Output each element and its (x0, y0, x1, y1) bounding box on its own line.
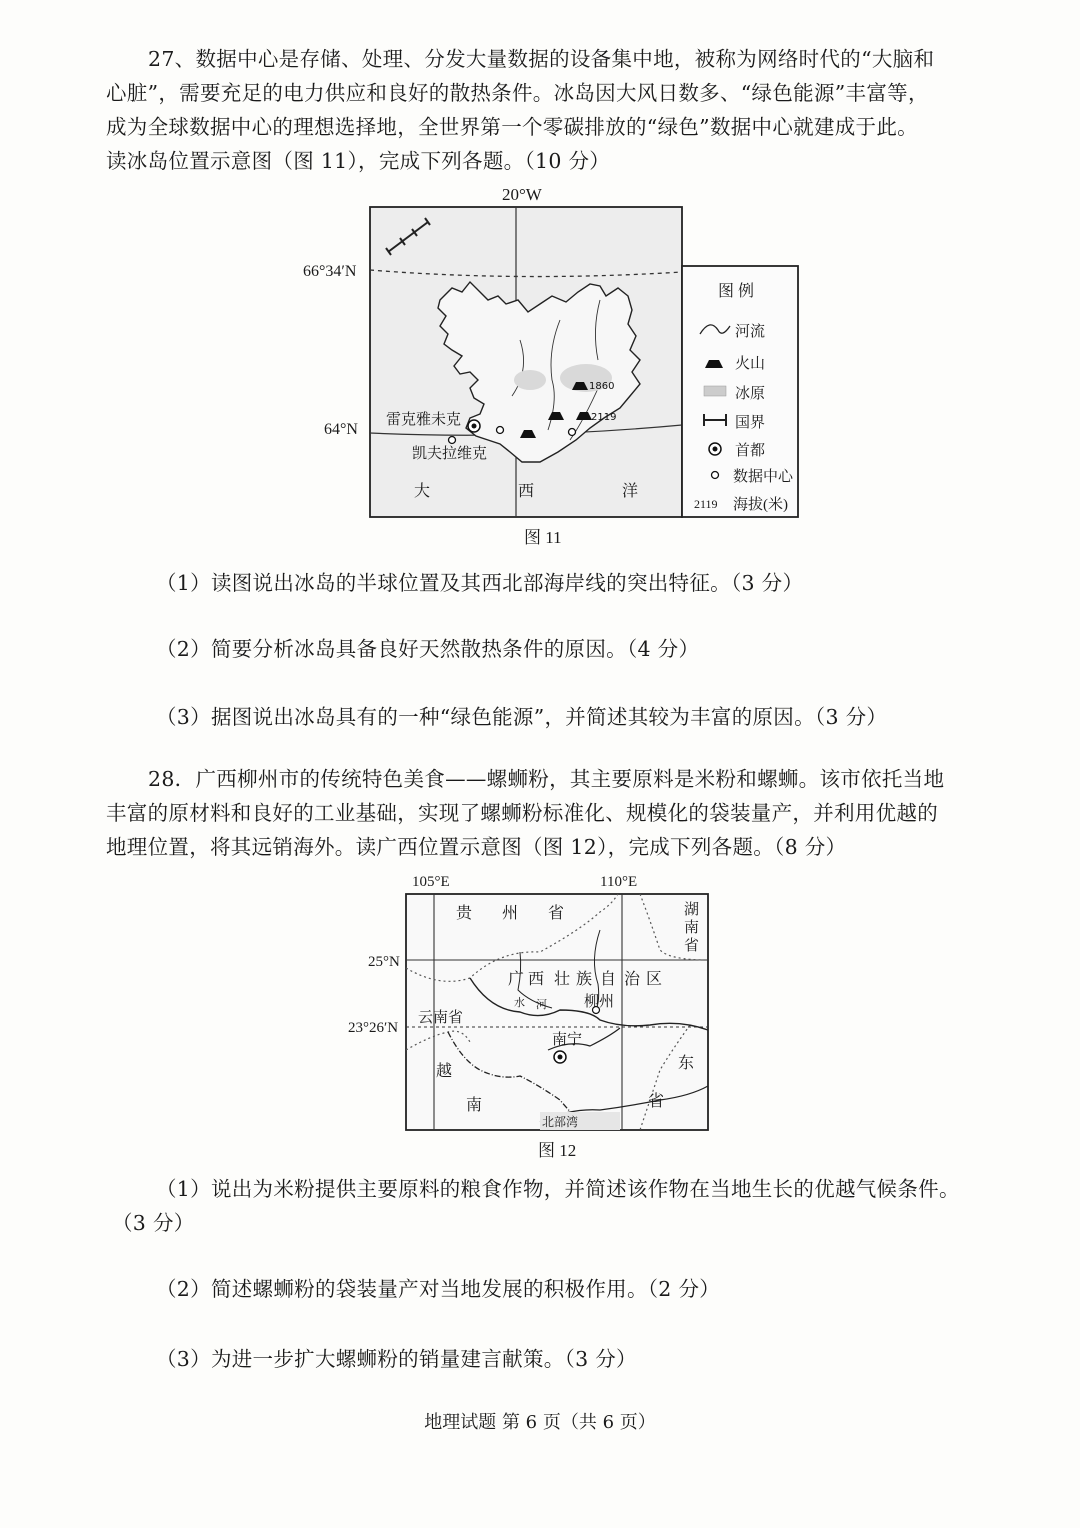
map12-gx-1: 广 (508, 971, 525, 988)
figure-11-caption: 图 11 (524, 528, 562, 547)
q28-line-3: 地理位置，将其远销海外。读广西位置示意图（图 12），完成下列各题。（8 分） (106, 835, 847, 859)
map12-gx-2: 西 (528, 971, 545, 988)
map11-ocean-3: 洋 (622, 483, 639, 500)
legend-datacenter-icon (712, 472, 719, 479)
q27-sub-3: （3）据图说出冰岛具有的一种“绿色能源”，并简述其较为丰富的原因。（3 分） (156, 705, 888, 729)
datacenter-icon (497, 427, 504, 434)
map11-datacenter-city: 凯夫拉维克 (412, 446, 488, 462)
legend-datacenter: 数据中心 (733, 469, 794, 485)
map12-hunan-1: 湖 (684, 902, 700, 918)
page-footer: 地理试题 第 6 页（共 6 页） (424, 1412, 656, 1433)
q28-line-1: 28．广西柳州市的传统特色美食——螺蛳粉，其主要原料是米粉和螺蛳。该市依托当地 (148, 767, 945, 791)
legend-capital: 首都 (735, 443, 766, 459)
map12-lat-top: 25°N (368, 954, 400, 970)
capital-dot (472, 424, 477, 429)
figure-12-caption: 图 12 (538, 1141, 577, 1160)
map12-guizhou-2: 州 (502, 905, 519, 922)
map11-ocean-2: 西 (518, 483, 535, 500)
map12-hunan-2: 南 (684, 920, 700, 936)
q27-line-3: 成为全球数据中心的理想选择地，全世界第一个零碳排放的“绿色”数据中心就建成于此。 (106, 115, 918, 139)
datacenter-icon (449, 437, 456, 444)
legend-border: 国界 (735, 415, 766, 431)
map12-vietnam-2: 南 (466, 1097, 483, 1114)
legend-title: 图 例 (718, 283, 755, 300)
map12-hunan-3: 省 (684, 938, 700, 954)
datacenter-icon (569, 429, 576, 436)
map12-guizhou-3: 省 (548, 905, 565, 922)
map11-peak1: 1860 (589, 381, 615, 392)
map12-vietnam-1: 越 (436, 1063, 453, 1080)
map12-gx-3: 壮 (554, 971, 571, 988)
map12-lon-right: 110°E (600, 874, 638, 890)
q28-sub-2: （2）简述螺蛳粉的袋装量产对当地发展的积极作用。（2 分） (156, 1277, 721, 1301)
map11-ocean-1: 大 (414, 483, 431, 500)
map12-liuzhou: 柳州 (584, 994, 615, 1010)
legend-elev-value: 2119 (694, 497, 718, 511)
legend-volcano: 火山 (735, 356, 766, 372)
map12-nanning: 南宁 (552, 1032, 583, 1048)
legend-river: 河流 (735, 324, 766, 340)
map12-river-2: 河 (536, 999, 547, 1011)
map12-river-1: 水 (514, 997, 525, 1009)
map12-lat-bottom: 23°26′N (348, 1020, 399, 1036)
map11-peak2: 2119 (591, 412, 617, 423)
map11-lon-label: 20°W (502, 185, 542, 204)
q27-line-2: 心脏”，需要充足的电力供应和良好的散热条件。冰岛因大风日数多、“绿色能源”丰富等， (106, 81, 929, 105)
q28-sub-1-score: （3 分） (112, 1211, 195, 1235)
map12-yunnan: 云南省 (418, 1010, 464, 1026)
map12-guangdong-2: 省 (648, 1093, 665, 1110)
q28-line-2: 丰富的原材料和良好的工业基础，实现了螺蛳粉标准化、规模化的袋装量产，并利用优越的 (106, 801, 938, 825)
legend-elev: 海拔(米) (733, 497, 788, 513)
map12-guangdong-1: 东 (678, 1055, 695, 1072)
nanning-dot (558, 1055, 563, 1060)
legend-icefield-icon (704, 386, 726, 396)
q28-stem (106, 762, 986, 864)
map11-icefield-2 (514, 370, 546, 390)
q27-line-4: 读冰岛位置示意图（图 11），完成下列各题。（10 分） (106, 149, 611, 173)
map12-gx-4: 族 (576, 971, 593, 988)
legend-capital-dot (713, 447, 718, 452)
map12-lon-left: 105°E (412, 874, 450, 890)
legend-icefield: 冰原 (735, 386, 766, 402)
q27-sub-1: （1）读图说出冰岛的半球位置及其西北部海岸线的突出特征。（3 分） (156, 571, 804, 595)
map12-gx-5: 自 (600, 971, 617, 988)
figure-11-iceland-map (0, 0, 1080, 560)
q28-sub-3: （3）为进一步扩大螺蛳粉的销量建言献策。（3 分） (156, 1347, 637, 1371)
map11-lat-top: 66°34′N (303, 263, 357, 280)
figure-12-guangxi-map (0, 860, 1080, 1140)
map12-guizhou-1: 贵 (456, 905, 473, 922)
q28-sub-1: （1）说出为米粉提供主要原料的粮食作物，并简述该作物在当地生长的优越气候条件。 (156, 1177, 960, 1201)
q27-sub-2: （2）简要分析冰岛具备良好天然散热条件的原因。（4 分） (156, 637, 700, 661)
map12-gx-6: 治 (624, 971, 641, 988)
map12-gx-7: 区 (646, 971, 663, 988)
map11-lat-bottom: 64°N (324, 421, 358, 438)
map12-gulf: 北部湾 (542, 1115, 579, 1129)
map11-capital: 雷克雅未克 (386, 412, 462, 428)
q27-line-1: 27、数据中心是存储、处理、分发大量数据的设备集中地，被称为网络时代的“大脑和 (148, 47, 935, 71)
